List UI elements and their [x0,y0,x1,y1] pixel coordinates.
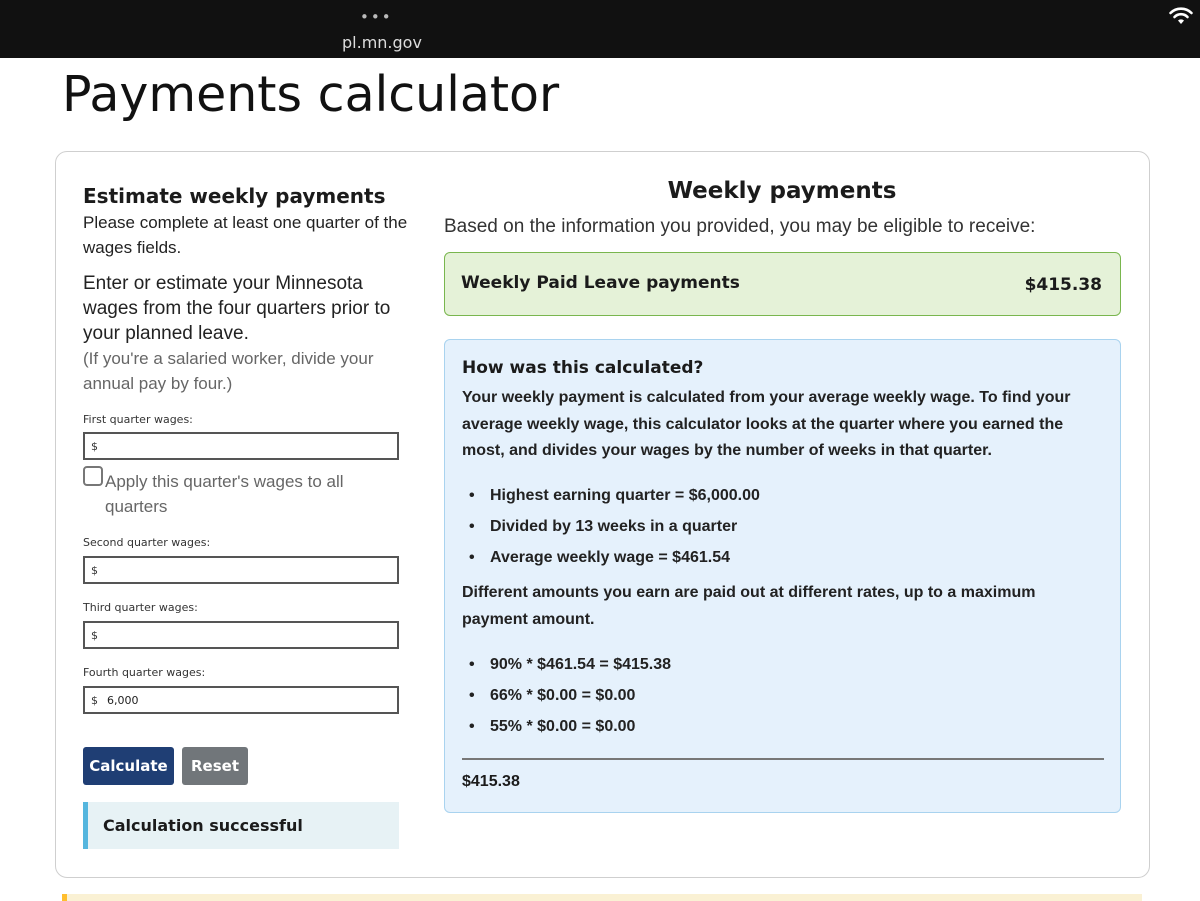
second-quarter-label: Second quarter wages: [83,536,211,549]
total-amount: $415.38 [462,773,520,790]
currency-symbol: $ [91,563,98,577]
list-item: • Highest earning quarter = $6,000.00 [462,480,760,511]
second-quarter-input[interactable] [83,556,399,584]
currency-symbol: $ [91,439,98,453]
form-intro: Enter or estimate your Minnesota wages from the four quarters prior to your planned leave. [83,273,391,344]
form-title: Estimate weekly payments [83,184,386,208]
results-subtitle: Based on the information you provided, you may be eligible to receive: [444,216,1036,237]
list-item: • 66% * $0.00 = $0.00 [462,680,671,711]
list-item: • Average weekly wage = $461.54 [462,542,760,573]
calculate-button[interactable]: Calculate [83,747,174,785]
calculation-explanation [444,339,1121,813]
second-quarter-value[interactable] [107,564,367,577]
list-item: • 90% * $461.54 = $415.38 [462,649,671,680]
notice-banner [62,894,1142,901]
success-alert [83,802,399,849]
currency-symbol: $ [91,693,98,707]
explanation-title: How was this calculated? [462,358,704,378]
first-quarter-input[interactable] [83,432,399,460]
explanation-text: Your weekly payment is calculated from your average weekly wage. To find your average weekly wage, this calculator looks at the quarter where you earned the most, and divides your wages by the number of weeks in that quarter. [462,389,1071,459]
apply-all-checkbox[interactable] [83,466,103,486]
weekly-payment-summary [444,252,1121,316]
form-note: (If you're a salaried worker, divide your annual pay by four.) [83,349,374,393]
results-title: Weekly payments [667,178,897,204]
wifi-icon [1168,6,1194,26]
list-item: • Divided by 13 weeks in a quarter [462,511,760,542]
browser-menu-dots[interactable]: ••• [360,8,393,26]
apply-all-label[interactable]: Apply this quarter's wages to all quarters [105,472,344,516]
fourth-quarter-value[interactable] [107,694,367,707]
calculation-steps-list [462,480,760,573]
page-title: Payments calculator [62,66,560,123]
rates-text: Different amounts you earn are paid out at different rates, up to a maximum payment amount. [462,584,1036,628]
reset-button[interactable]: Reset [182,747,248,785]
third-quarter-value[interactable] [107,629,367,642]
form-subtitle: Please complete at least one quarter of the wages fields. [83,213,408,257]
browser-top-bar [0,0,1200,58]
list-item: • 55% * $0.00 = $0.00 [462,711,671,742]
success-alert-text: Calculation successful [103,816,303,835]
first-quarter-value[interactable] [107,440,367,453]
weekly-payment-amount: $415.38 [1024,275,1102,295]
browser-url[interactable]: pl.mn.gov [342,33,422,52]
fourth-quarter-label: Fourth quarter wages: [83,666,206,679]
currency-symbol: $ [91,628,98,642]
third-quarter-label: Third quarter wages: [83,601,198,614]
weekly-payment-label: Weekly Paid Leave payments [461,273,740,293]
rates-list [462,649,671,742]
third-quarter-input[interactable] [83,621,399,649]
divider [462,758,1104,760]
fourth-quarter-input[interactable] [83,686,399,714]
first-quarter-label: First quarter wages: [83,413,193,426]
